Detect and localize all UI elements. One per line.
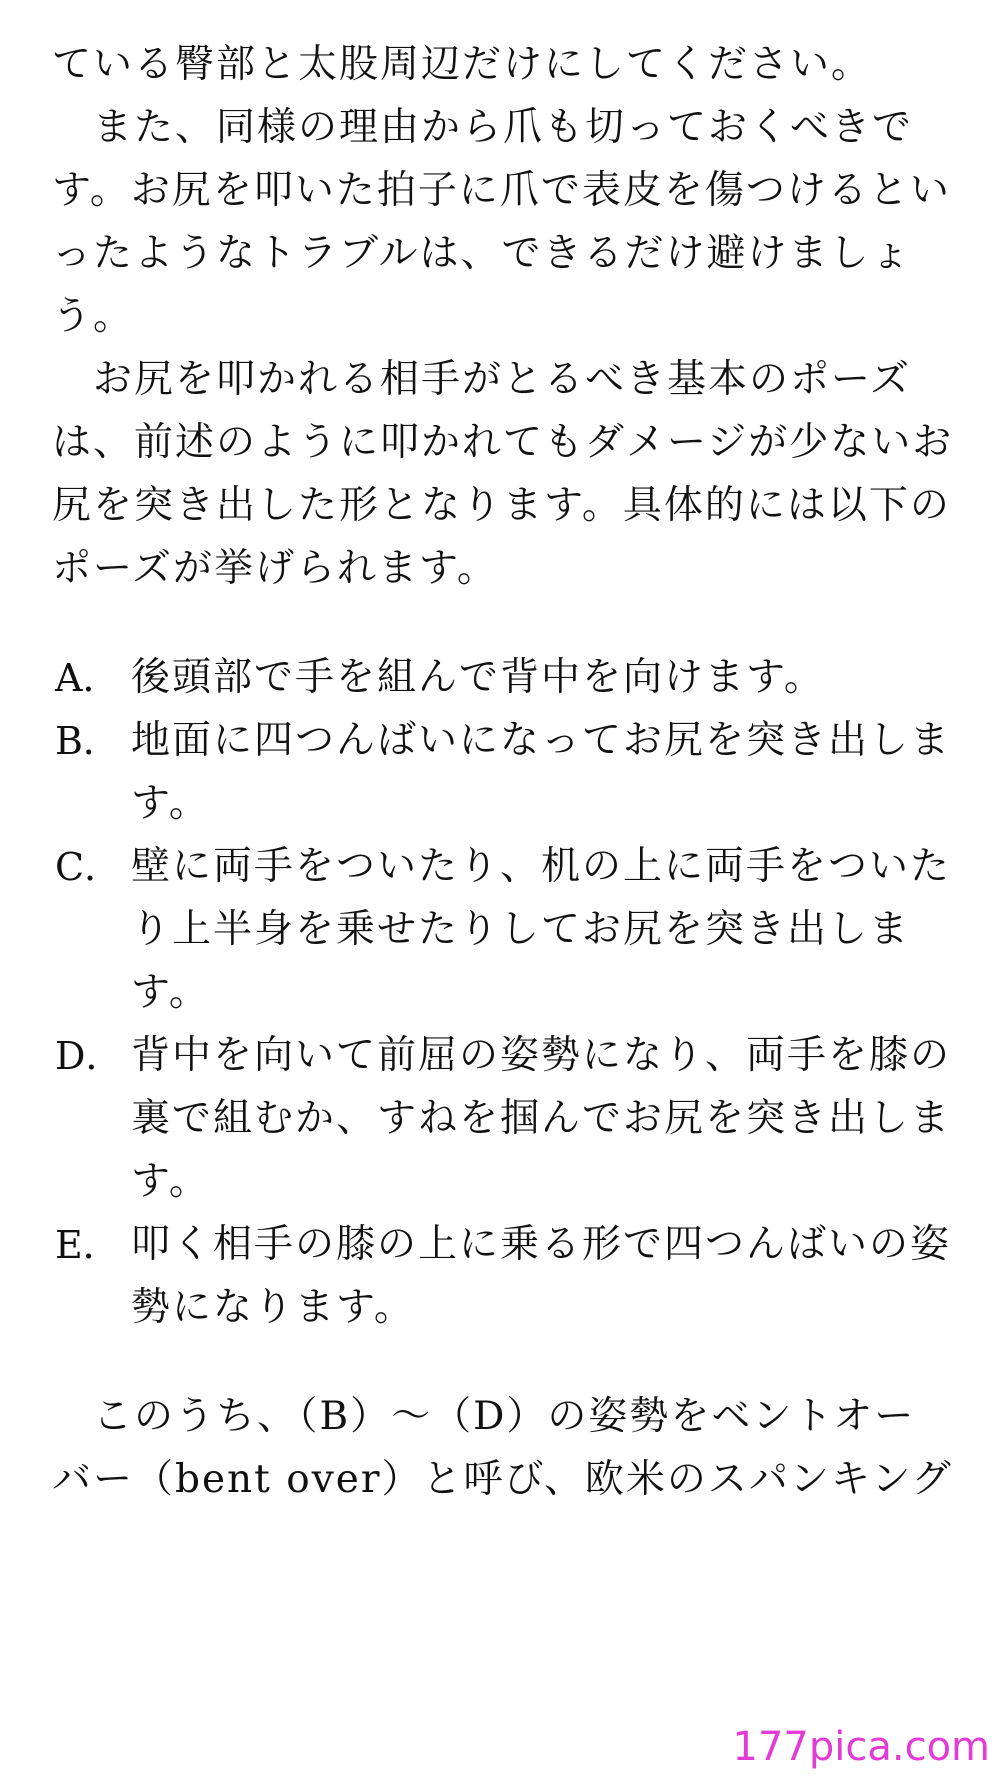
list-item-label: A．: [55, 656, 121, 700]
text-line: このうち、（B）〜（D）の姿勢をベントオー: [52, 1394, 916, 1439]
text-line: また、同様の理由から爪も切っておくべきで: [52, 105, 914, 150]
text-line: ポーズが挙げられます。: [52, 546, 498, 591]
text-line: お尻を叩かれる相手がとるべき基本のポーズ: [52, 357, 912, 402]
list-item-label: E．: [55, 1223, 121, 1267]
list-item-text: 地面に四つんばいになってお尻を突き出しま: [131, 718, 952, 763]
text-line: う。: [52, 294, 135, 339]
text-line: 尻を突き出した形となります。具体的には以下の: [52, 483, 951, 528]
list-item-text: 背中を向いて前屈の姿勢になり、両手を膝の: [131, 1033, 952, 1078]
text-line: ったようなトラブルは、できるだけ避けましょ: [52, 231, 912, 276]
text-line: す。お尻を叩いた拍子に爪で表皮を傷つけるとい: [52, 168, 951, 213]
list-item-text: 叩く相手の膝の上に乗る形で四つんばいの姿: [131, 1222, 952, 1267]
list-item-text: す。: [131, 1159, 210, 1204]
list-item-text: り上半身を乗せたりしてお尻を突き出しま: [131, 907, 911, 952]
list-item-text: す。: [131, 781, 210, 826]
list-item-label: B．: [55, 719, 121, 763]
list-item-text: 勢になります。: [131, 1285, 415, 1330]
text-line: ている臀部と太股周辺だけにしてください。: [52, 42, 873, 87]
list-item-text: 裏で組むか、すねを掴んでお尻を突き出しま: [131, 1096, 952, 1141]
text-line: は、前述のように叩かれてもダメージが少ないお: [52, 420, 954, 465]
list-item-text: 壁に両手をついたり、机の上に両手をついた: [131, 844, 952, 889]
list-item-label: D．: [55, 1034, 124, 1078]
list-item-label: C．: [55, 845, 123, 889]
text-line: バー（bent over）と呼び、欧米のスパンキング: [52, 1457, 953, 1502]
list-item-text: 後頭部で手を組んで背中を向けます。: [131, 655, 825, 700]
watermark: 177pica.com: [732, 1724, 990, 1770]
list-item-text: す。: [131, 970, 210, 1015]
